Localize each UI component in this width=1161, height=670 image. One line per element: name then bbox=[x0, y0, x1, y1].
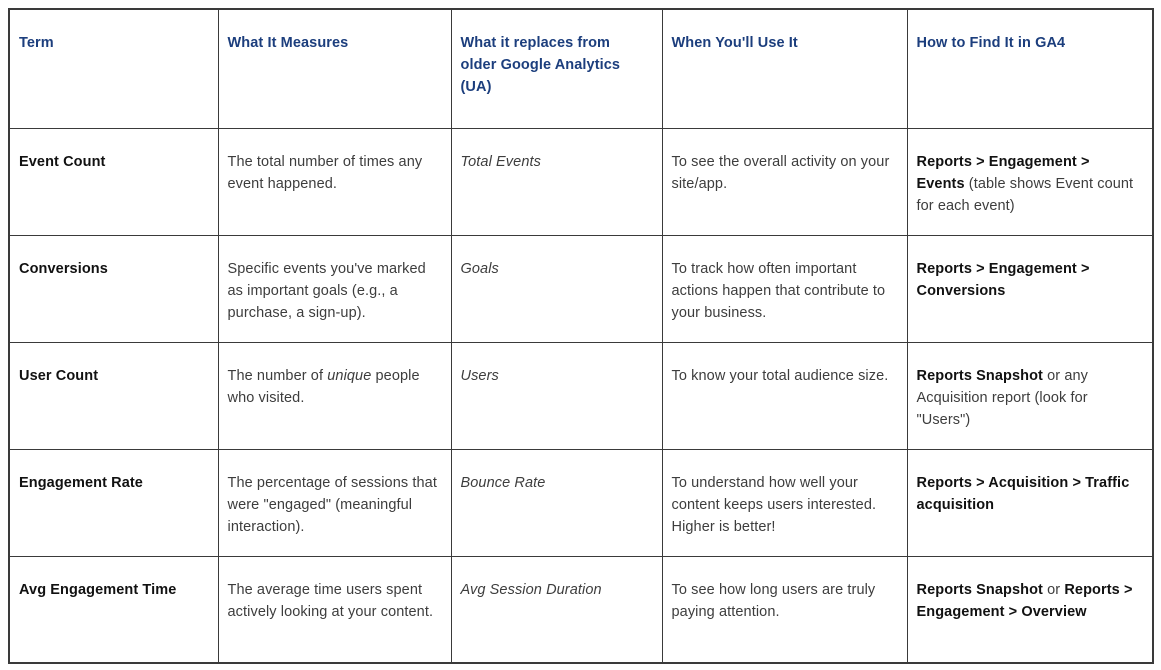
how-to-find-it-cell: Reports > Acquisition > Traffic acquisition bbox=[907, 449, 1153, 556]
table-body bbox=[9, 128, 1153, 663]
table-row bbox=[9, 128, 1153, 235]
when-youll-use-it-cell: To know your total audience size. bbox=[662, 342, 907, 449]
column-header-how-to-find-it: How to Find It in GA4 bbox=[907, 9, 1153, 128]
what-it-measures-cell: The total number of times any event happened. bbox=[218, 128, 451, 235]
what-it-replaces-cell: Avg Session Duration bbox=[451, 556, 662, 663]
term-cell: Event Count bbox=[9, 128, 218, 235]
when-youll-use-it-cell: To see how long users are truly paying attention. bbox=[662, 556, 907, 663]
table-row bbox=[9, 449, 1153, 556]
column-header-what-it-replaces: What it replaces from older Google Analytics (UA) bbox=[451, 9, 662, 128]
table-header-row bbox=[9, 9, 1153, 128]
what-it-replaces-cell: Goals bbox=[451, 235, 662, 342]
term-cell: Conversions bbox=[9, 235, 218, 342]
what-it-replaces-cell: Bounce Rate bbox=[451, 449, 662, 556]
when-youll-use-it-cell: To understand how well your content keeps users interested. Higher is better! bbox=[662, 449, 907, 556]
how-to-find-it-cell: Reports > Engagement > Events (table shows Event count for each event) bbox=[907, 128, 1153, 235]
how-to-find-it-cell: Reports Snapshot or Reports > Engagement > Overview bbox=[907, 556, 1153, 663]
column-header-when-youll-use-it: When You'll Use It bbox=[662, 9, 907, 128]
ga4-terms-table bbox=[8, 8, 1154, 664]
term-cell: Avg Engagement Time bbox=[9, 556, 218, 663]
when-youll-use-it-cell: To track how often important actions happen that contribute to your business. bbox=[662, 235, 907, 342]
table-row bbox=[9, 235, 1153, 342]
term-cell: Engagement Rate bbox=[9, 449, 218, 556]
what-it-measures-cell: The average time users spent actively looking at your content. bbox=[218, 556, 451, 663]
table-row bbox=[9, 342, 1153, 449]
what-it-measures-cell: The number of unique people who visited. bbox=[218, 342, 451, 449]
what-it-measures-cell: The percentage of sessions that were "engaged" (meaningful interaction). bbox=[218, 449, 451, 556]
table-row bbox=[9, 556, 1153, 663]
column-header-what-it-measures: What It Measures bbox=[218, 9, 451, 128]
column-header-term: Term bbox=[9, 9, 218, 128]
what-it-replaces-cell: Users bbox=[451, 342, 662, 449]
term-cell: User Count bbox=[9, 342, 218, 449]
what-it-replaces-cell: Total Events bbox=[451, 128, 662, 235]
how-to-find-it-cell: Reports Snapshot or any Acquisition report (look for "Users") bbox=[907, 342, 1153, 449]
how-to-find-it-cell: Reports > Engagement > Conversions bbox=[907, 235, 1153, 342]
when-youll-use-it-cell: To see the overall activity on your site/app. bbox=[662, 128, 907, 235]
what-it-measures-cell: Specific events you've marked as important goals (e.g., a purchase, a sign-up). bbox=[218, 235, 451, 342]
